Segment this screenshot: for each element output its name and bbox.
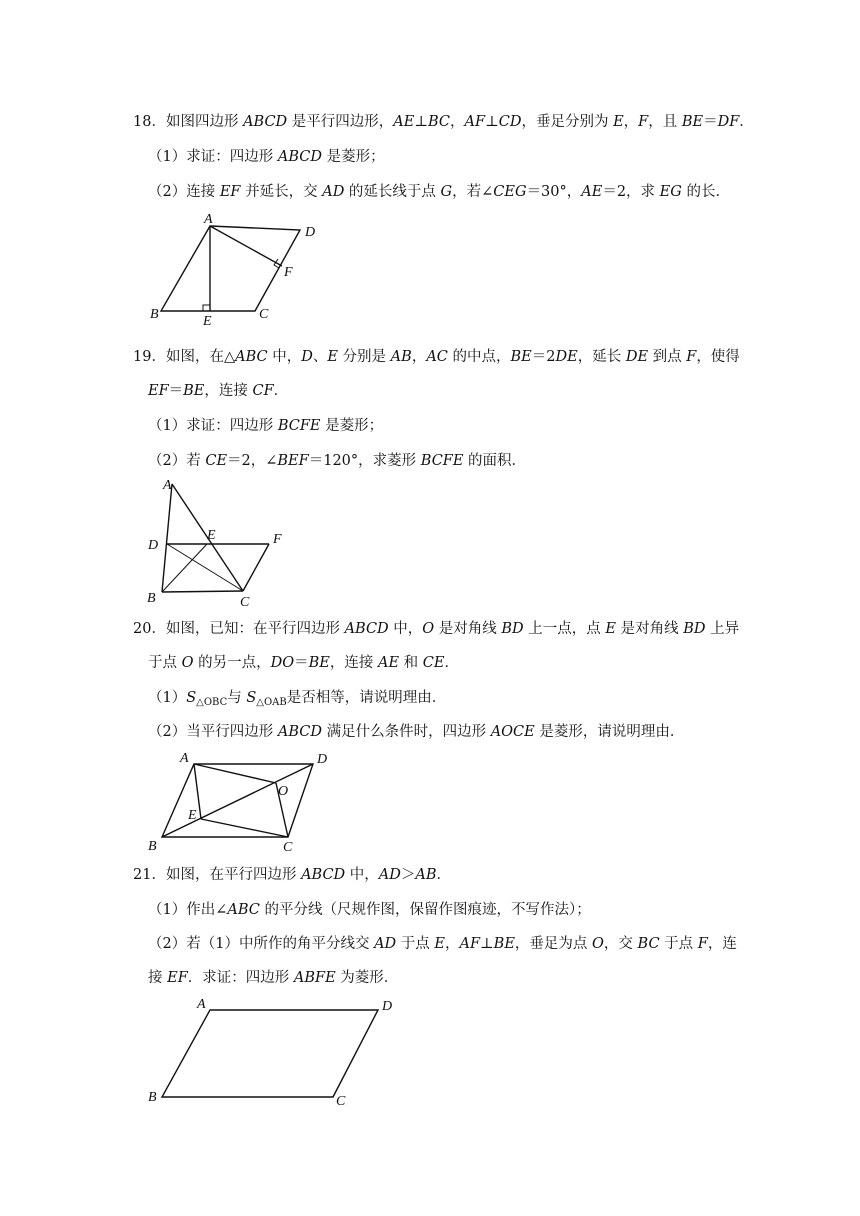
q21-figure [140,993,393,1109]
q18-label-c: C [259,307,269,322]
text-run: ， [623,114,639,130]
math-variable: CE [205,453,228,469]
q19-label-d: D [148,538,159,553]
math-variable: AF [459,936,481,952]
q19-label-e: E [207,528,216,543]
text-run: （1）求证：四边形 [148,418,278,434]
q18-segment-af [210,226,282,266]
text-run: 与 [227,690,247,706]
q19-segment-dc [167,544,243,591]
q18-label-b: B [150,307,159,322]
text-run: 满足什么条件时，四边形 [321,724,491,740]
text-run: ＝ [703,114,718,130]
text-run: ＝30°， [526,184,582,200]
math-variable: D [301,349,313,365]
text-run: （1）求证：四边形 [148,149,278,165]
math-variable: ABC [227,902,260,918]
q18-stem-line1 [133,112,754,132]
q19-segment-bc [162,591,243,592]
text-run: （2）当平行四边形 [148,724,278,740]
q20-label-a: A [180,751,189,766]
q19-stem-text [166,349,740,365]
math-variable: ABCD [277,149,322,165]
math-variable: AE [393,114,415,130]
math-variable: S [186,690,197,706]
text-run: ，垂足为点 [514,936,593,952]
q19-label-f: F [273,532,282,547]
text-run: ，连 [707,936,737,952]
q20-part1 [148,688,446,713]
q19-segment-be [162,544,207,592]
q19-segment-ab [162,484,172,592]
math-variable: DE [555,349,578,365]
math-variable: ABCD [301,867,346,883]
math-variable: O [592,936,604,952]
text-run: ， [450,114,465,130]
text-run: 中， [267,349,302,365]
math-variable: DO [270,655,295,671]
math-variable: E [434,936,445,952]
q18-stem-text [166,114,754,130]
math-variable: BCFE [277,418,321,434]
math-variable: F [697,936,708,952]
text-run: 于点 [659,936,698,952]
text-run: （1） [148,690,187,706]
q19-figure [140,475,310,610]
math-variable: AOCE [490,724,535,740]
text-run: ＞ [400,867,416,883]
q21-label-d: D [382,999,393,1014]
math-variable: BE [510,349,532,365]
math-variable: AB [390,349,412,365]
text-run: ＝120°，求菱形 [308,453,421,469]
q21-label-a: A [197,997,206,1012]
text-run: （1）作出∠ [148,902,228,918]
text-run: ，且 [648,114,682,130]
math-variable: G [440,184,453,200]
text-run: 中， [345,867,379,883]
text-run: ． [436,867,452,883]
q19-stem-line2 [148,381,288,401]
text-run: ，连接 [329,655,378,671]
text-run: 的长． [681,184,730,200]
q19-stem-line1 [133,347,740,367]
text-run: ， [411,349,427,365]
text-run: ，连接 [204,383,253,399]
q19-label-b: B [147,591,156,606]
math-variable: EF [219,184,241,200]
q19-label-c: C [240,595,250,610]
math-variable: ABCD [344,621,389,637]
text-run: ，交 [603,936,638,952]
math-variable: BD [683,621,706,637]
q20-label-c: C [283,840,293,855]
math-variable: E [327,349,338,365]
q21-stem-line1 [133,865,451,885]
q18-number: 18． [133,114,166,130]
text-run: ⊥ [480,936,494,952]
q21-number: 21． [133,867,166,883]
q18-label-e: E [203,314,212,329]
math-variable: BEF [277,453,309,469]
text-run: 的平分线（尺规作图，保留作图痕迹，不写作法）； [259,902,591,918]
text-run: 于点 [396,936,435,952]
q21-part2-line2 [148,968,398,988]
math-variable: BCFE [420,453,464,469]
q19-part2 [148,451,526,471]
q20-label-d: D [317,752,328,767]
q21-label-b: B [148,1090,157,1105]
text-run: 的中点， [447,349,511,365]
text-run: 的面积． [463,453,527,469]
q20-stem-text [166,621,739,637]
q20-label-b: B [148,839,157,854]
q18-label-a: A [204,212,213,227]
text-run: 如图，已知：在平行四边形 [165,621,345,637]
math-variable: DE [625,349,649,365]
math-variable: ABCD [277,724,322,740]
q21-label-c: C [336,1094,346,1109]
math-variable: AE [581,184,603,200]
math-variable: E [613,114,624,130]
text-run: （2）若（1）中所作的角平分线交 [148,936,375,952]
q19-segment-cf [243,544,269,591]
text-run: ，延长 [577,349,626,365]
q21-stem-text [166,867,451,883]
q18-label-d: D [305,225,316,240]
text-run: ＝ [168,383,184,399]
text-run: 和 [399,655,423,671]
text-run: 的另一点， [193,655,271,671]
math-variable: CEG [493,184,527,200]
text-run: ＝2 [531,349,556,365]
q21-part2-line1 [148,934,737,954]
math-variable: AE [377,655,400,671]
q20-number: 20． [133,621,166,637]
q21-parallelogram [162,1010,378,1097]
text-run: 如图四边形 [165,114,244,130]
q20-label-e: E [188,808,197,823]
math-variable: F [686,349,697,365]
text-run: ， [444,936,460,952]
text-run: 的延长线于点 [344,184,441,200]
math-variable: ABCD [243,114,288,130]
text-run: ＝2，∠ [227,453,278,469]
text-run: 是平行四边形， [287,114,394,130]
math-variable: F [638,114,649,130]
q20-figure [140,745,350,860]
math-variable: BE [183,383,205,399]
text-run: ，使得 [696,349,740,365]
math-variable: ABFE [293,970,336,986]
text-run: ．求证：四边形 [187,970,294,986]
text-run: ＝ [294,655,309,671]
math-variable: AF [464,114,486,130]
math-variable: EF [148,383,169,399]
math-variable: DF [717,114,740,130]
text-run: 是菱形； [321,149,385,165]
text-run: （2）若 [148,453,206,469]
text-run: 上一点，点 [523,621,606,637]
text-run: 并延长，交 [240,184,323,200]
q20-segment-ao [194,764,276,783]
q19-number: 19． [133,349,166,365]
math-variable: E [605,621,616,637]
subscript-text: △OAB [256,697,287,708]
q21-part1 [148,900,591,920]
text-run: 是菱形，请说明理由． [534,724,685,740]
text-run: 是对角线 [616,621,684,637]
math-variable: S [246,690,257,706]
q18-right-angle-e [203,305,210,311]
math-variable: AD [378,867,401,883]
text-run: 上异 [705,621,740,637]
math-variable: CD [498,114,522,130]
q18-part2 [148,182,730,202]
math-variable: O [422,621,435,637]
math-variable: CE [422,655,445,671]
math-variable: EG [659,184,682,200]
text-run: 中， [388,621,423,637]
text-run: ． [739,114,754,130]
text-run: ⊥ [414,114,428,130]
text-run: ＝2，求 [602,184,660,200]
math-variable: ABC [235,349,268,365]
math-variable: BC [637,936,660,952]
text-run: 、 [312,349,328,365]
q18-label-f: F [284,265,293,280]
text-run: ． [444,655,459,671]
text-run: 如图，在平行四边形 [165,867,302,883]
math-variable: BE [308,655,330,671]
q20-part2 [148,722,684,742]
text-run: ，垂足分别为 [521,114,614,130]
q18-part1 [148,147,385,167]
math-variable: EF [167,970,188,986]
text-run: ． [273,383,289,399]
text-run: 是对角线 [434,621,502,637]
text-run: 如图，在△ [165,349,236,365]
text-run: 是否相等，请说明理由． [286,690,447,706]
text-run: 为菱形． [335,970,399,986]
q20-segment-ec [201,819,288,837]
math-variable: CF [252,383,274,399]
math-variable: AD [322,184,345,200]
q20-stem-line2 [148,653,459,673]
text-run: （2）连接 [148,184,220,200]
q18-figure [140,212,330,327]
math-variable: AD [374,936,397,952]
text-run: 于点 [148,655,182,671]
text-run: 接 [148,970,168,986]
math-variable: AB [415,867,437,883]
q20-label-o: O [278,784,289,799]
text-run: ，若∠ [452,184,494,200]
q20-stem-line1 [133,619,739,639]
subscript-text: △OBC [196,697,228,708]
math-variable: BE [493,936,515,952]
text-run: ⊥ [485,114,499,130]
math-variable: BC [428,114,451,130]
text-run: 到点 [648,349,687,365]
text-run: 是菱形； [320,418,384,434]
math-variable: BE [681,114,704,130]
text-run: 分别是 [337,349,391,365]
q18-parallelogram [161,226,300,311]
q19-part1 [148,416,383,436]
math-variable: AC [426,349,448,365]
math-variable: O [181,655,194,671]
math-variable: BD [501,621,524,637]
q19-label-a: A [163,478,172,493]
